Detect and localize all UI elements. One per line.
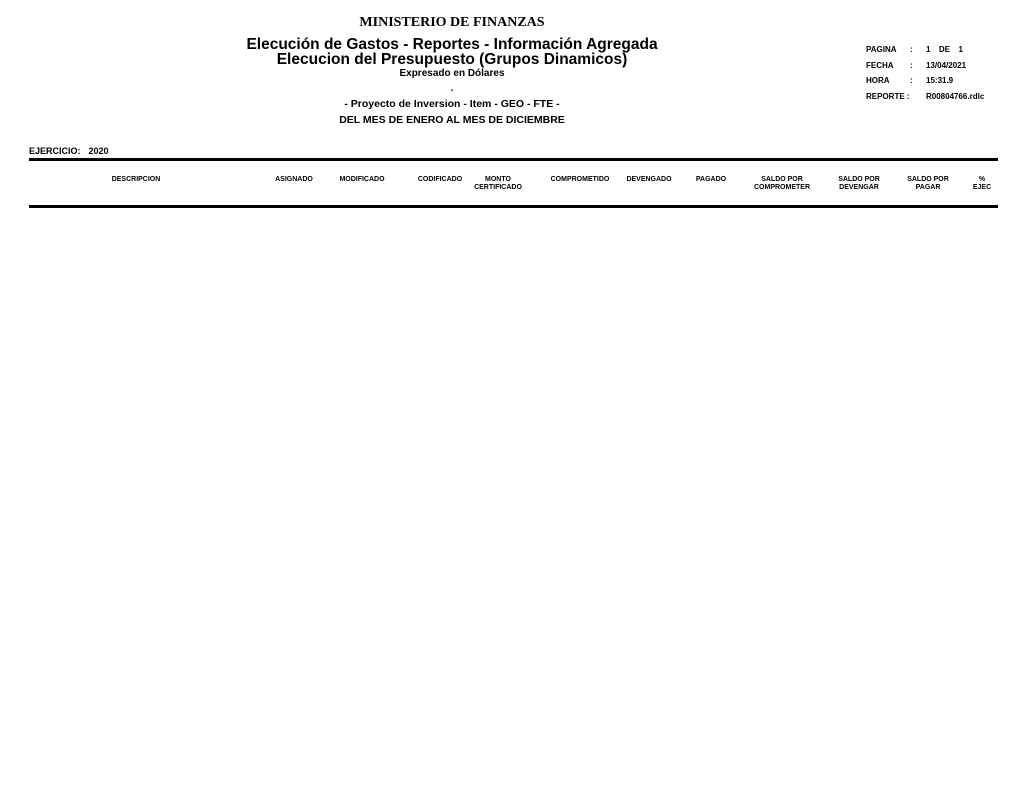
pagina-colon: : [910,45,913,54]
col-monto-certificado: MONTO CERTIFICADO [474,176,522,191]
ejercicio-label: EJERCICIO: [29,146,81,156]
fecha-value: 13/04/2021 [926,61,967,70]
table-top-rule [29,158,998,161]
fecha-label: FECHA [866,61,894,70]
period-line: DEL MES DE ENERO AL MES DE DICIEMBRE [339,114,565,126]
col-saldo-por-pagar: SALDO POR PAGAR [907,176,949,191]
meta-fecha [866,61,966,70]
meta-hora [866,76,953,85]
col-comprometido: COMPROMETIDO [550,176,610,183]
de-label: DE [938,45,951,54]
meta-reporte [866,92,984,101]
table-bottom-rule [29,205,998,208]
report-title: Elecución de Gastos - Reportes - Información Agregada [246,36,658,53]
col-saldo-por-devengar: SALDO POR DEVENGAR [838,176,880,191]
pagina-label: PAGINA [866,45,897,54]
hora-colon: : [910,76,913,85]
col-asignado: ASIGNADO [275,176,313,183]
currency-note: Expresado en Dólares [399,68,505,79]
col-pagado: PAGADO [695,176,727,183]
col-modificado: MODIFICADO [339,176,385,183]
report-subtitle: Elecucion del Presupuesto (Grupos Dinamicos) [276,51,628,68]
fecha-colon: : [910,61,913,70]
ejercicio-value: 2020 [88,146,109,156]
grouping-line: - Proyecto de Inversion - Item - GEO - FTE - [344,98,560,110]
col-codificado: CODIFICADO [417,176,463,183]
reporte-value: R00804766.rdlc [926,92,985,101]
pagina-value: 1 [926,45,931,54]
col-saldo-por-comprometer: SALDO POR COMPROMETER [754,176,810,191]
separator-dot: . [450,83,454,94]
hora-label: HORA [866,76,890,85]
col-descripcion: DESCRIPCION [111,176,161,183]
meta-pagina [866,45,963,54]
col-pct-ejec: % EJEC [972,176,992,191]
ministry-name: MINISTERIO DE FINANZAS [359,15,545,30]
col-devengado: DEVENGADO [626,176,672,183]
hora-value: 15:31.9 [926,76,954,85]
reporte-label: REPORTE : [866,92,910,101]
de-value: 1 [958,45,963,54]
ejercicio [29,146,109,156]
